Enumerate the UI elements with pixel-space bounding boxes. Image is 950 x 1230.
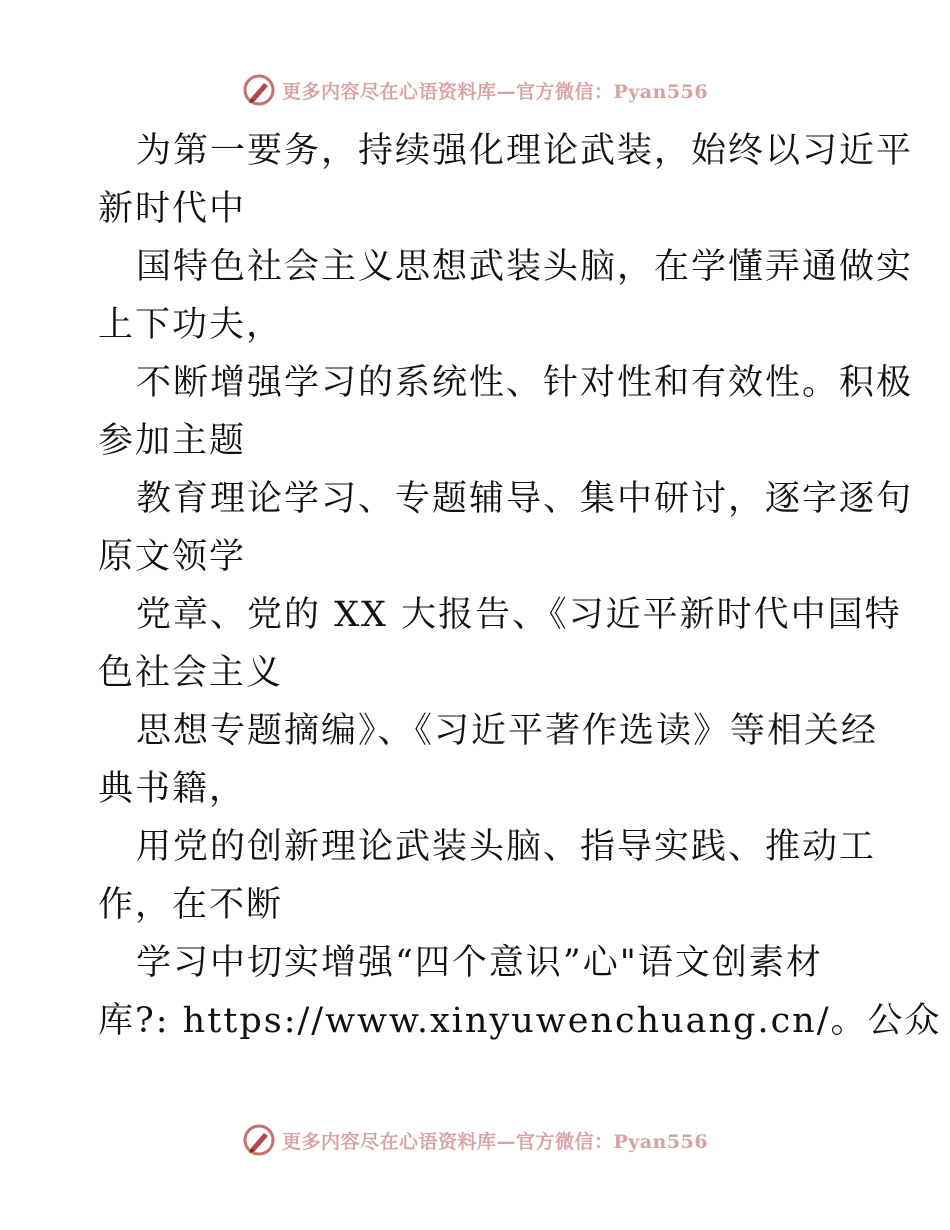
red-pen-circle-logo-icon xyxy=(242,1123,276,1157)
body-line: 色社会主义 xyxy=(98,653,284,693)
body-line: 国特色社会主义思想武装头脑，在学懂弄通做实 xyxy=(136,247,914,287)
body-line: 典书籍， xyxy=(98,769,247,809)
body-line: 为第一要务，持续强化理论武装，始终以习近平 xyxy=(136,131,914,171)
page-footer xyxy=(0,1120,950,1160)
body-line: 思想专题摘编》、《习近平著作选读》等相关经 xyxy=(136,711,879,751)
footer-banner xyxy=(242,1123,708,1157)
body-line: 不断增强学习的系统性、针对性和有效性。积极 xyxy=(136,363,914,403)
footer-text: 更多内容尽在心语资料库—官方微信：Pyan556 xyxy=(281,1130,709,1153)
header-text: 更多内容尽在心语资料库—官方微信：Pyan556 xyxy=(281,80,709,103)
body-line: 参加主题 xyxy=(98,421,247,461)
body-line: 学习中切实增强“四个意识”心"语文创素材 xyxy=(136,943,823,983)
red-pen-circle-logo-icon xyxy=(242,73,276,107)
document-body xyxy=(98,122,942,1050)
body-line: 党章、党的 XX 大报告、《习近平新时代中国特 xyxy=(136,595,902,635)
page-header xyxy=(0,70,950,110)
body-line: 上下功夫， xyxy=(98,305,284,345)
body-line: 新时代中 xyxy=(98,189,247,229)
header-banner xyxy=(242,73,708,107)
body-line: 原文领学 xyxy=(98,537,247,577)
body-line-url: 库?: https://www.xinyuwenchuang.cn/。公众 xyxy=(98,1001,942,1041)
body-line: 教育理论学习、专题辅导、集中研讨，逐字逐句 xyxy=(136,479,914,519)
body-line: 用党的创新理论武装头脑、指导实践、推动工 xyxy=(136,827,877,867)
body-line: 作，在不断 xyxy=(98,885,284,925)
